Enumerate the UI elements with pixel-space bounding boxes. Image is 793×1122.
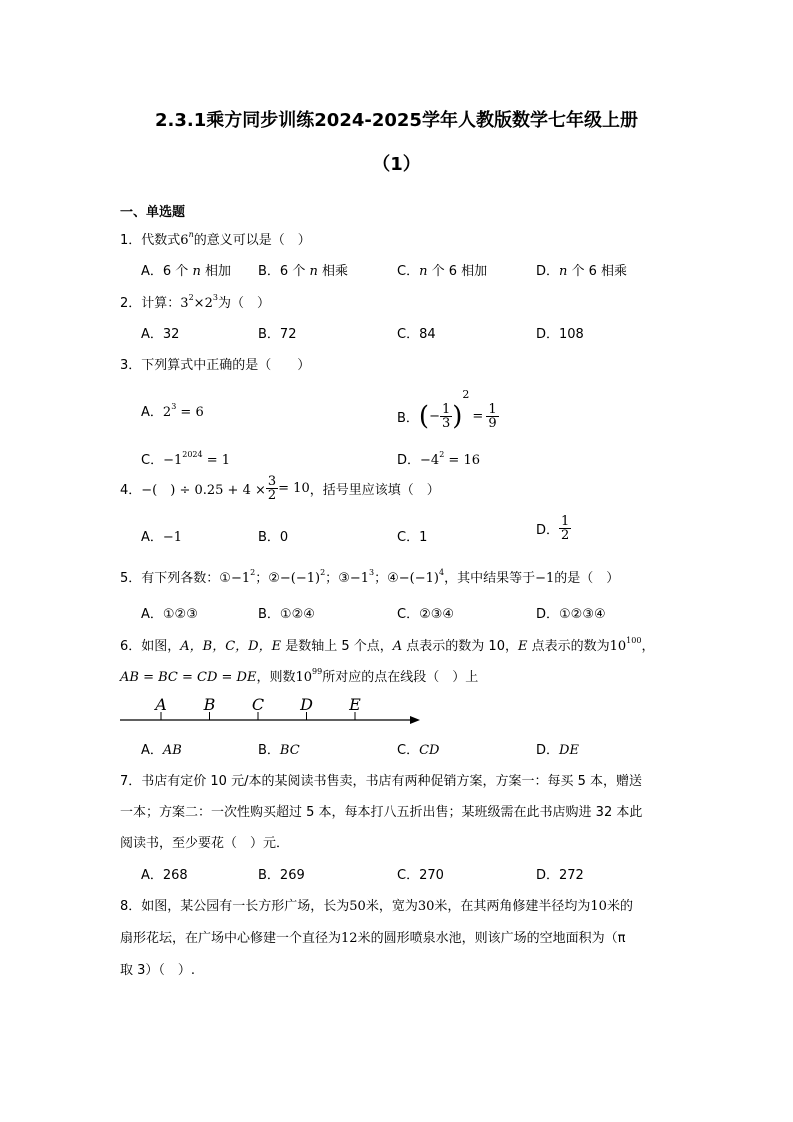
- q2-option-a[interactable]: A．32: [141, 327, 180, 342]
- question-3: 3．下列算式中正确的是（ ）: [120, 358, 311, 373]
- question-6-line-1: 6．如图，A，B，C，D，E 是数轴上 5 个点，A 点表示的数为 10，E 点表示的数为$10^{100}$，: [120, 636, 655, 654]
- question-6-line-2: AB = BC = CD = DE，则数$10^{99}$所对应的点在线段（ ）上: [120, 667, 479, 685]
- q1-option-b[interactable]: B．6 个 n 相乘: [258, 264, 348, 279]
- number-line-label-d: D: [300, 695, 313, 714]
- q4-option-c[interactable]: C．1: [397, 530, 428, 545]
- question-7-line-3: 阅读书，至少要花（ ）元．: [120, 836, 290, 851]
- page-title: 2.3.1乘方同步训练2024-2025学年人教版数学七年级上册: [155, 110, 638, 131]
- q2-option-b[interactable]: B．72: [258, 327, 297, 342]
- question-8-line-2: 扇形花坛，在广场中心修建一个直径为12米的圆形喷泉水池，则该广场的空地面积为（π: [120, 931, 626, 946]
- q1-prefix: 1．代数式: [120, 233, 181, 248]
- q7-option-b[interactable]: B．269: [258, 868, 305, 883]
- question-8-line-1: 8．如图，某公园有一长方形广场，长为50米，宽为30米，在其两角修建半径均为10米的: [120, 899, 633, 914]
- q1-option-a[interactable]: A．6 个 n 相加: [141, 264, 231, 279]
- q3-option-a[interactable]: A．$2^3 = 6$: [141, 402, 204, 420]
- q2-option-d[interactable]: D．108: [536, 327, 584, 342]
- q1-option-c[interactable]: C．n 个 6 相加: [397, 264, 488, 279]
- q6-option-b[interactable]: B．BC: [258, 743, 300, 758]
- q2-option-c[interactable]: C．84: [397, 327, 436, 342]
- q1-suffix: 的意义可以是（ ）: [193, 233, 311, 248]
- question-7-line-1: 7．书店有定价 10 元/本的某阅读书售卖，书店有两种促销方案，方案一：每买 5 本，赠送: [120, 774, 642, 789]
- question-1: [120, 229, 311, 248]
- page-subtitle: （1）: [372, 154, 421, 175]
- q6-option-d[interactable]: D．DE: [536, 743, 579, 758]
- number-line-label-a: A: [155, 695, 167, 714]
- q3-option-c[interactable]: C．$-1^{2024} = 1$: [141, 450, 231, 468]
- question-7-line-2: 一本；方案二：一次性购买超过 5 本，每本打八五折出售；某班级需在此书店购进 32 本此: [120, 805, 643, 820]
- q1-option-d[interactable]: D．n 个 6 相乘: [536, 264, 628, 279]
- q5-option-d[interactable]: D．①②③④: [536, 607, 606, 622]
- q4-option-b[interactable]: B．0: [258, 530, 289, 545]
- question-2: 2．计算：$3^2\times 2^3$为（ ）: [120, 293, 270, 311]
- q5-option-a[interactable]: A．①②③: [141, 607, 198, 622]
- q4-option-d[interactable]: D． $\frac{1}{2}$: [536, 514, 570, 543]
- q1-exponent: n: [188, 230, 194, 239]
- q7-option-a[interactable]: A．268: [141, 868, 188, 883]
- q5-option-c[interactable]: C．②③④: [397, 607, 455, 622]
- q7-option-d[interactable]: D．272: [536, 868, 584, 883]
- q5-option-b[interactable]: B．①②④: [258, 607, 315, 622]
- number-line-arrow: [410, 716, 420, 724]
- q6-option-c[interactable]: C．CD: [397, 743, 440, 758]
- section-heading: 一、单选题: [120, 205, 186, 220]
- number-line-figure: [118, 692, 428, 728]
- question-5: 5．有下列各数：$①-1^2$；$②-(-1)^2$；$③-1^3$；$④-(-1)^4$，其中结果等于−1的是（ ）: [120, 568, 620, 586]
- number-line-label-b: B: [203, 695, 216, 714]
- q1-base: 6: [180, 233, 189, 248]
- number-line-points: [153, 695, 361, 720]
- q7-option-c[interactable]: C．270: [397, 868, 444, 883]
- q3-option-d[interactable]: D．$-4^2 = 16$: [397, 450, 480, 468]
- question-4: 4．−( ) ÷ 0.25 + 4 × $\frac{3}{2}$ = 10，括号里应该填（ ）: [120, 474, 440, 503]
- number-line-label-c: C: [251, 695, 265, 714]
- q3-option-b[interactable]: B．(− $\frac{1}{3}$ )$^2$= $\frac{1}{9}$: [397, 388, 497, 432]
- question-8-line-3: 取 3）（ ）.: [120, 963, 196, 978]
- q4-option-a[interactable]: A．−1: [141, 530, 183, 545]
- q6-option-a[interactable]: A．AB: [141, 743, 182, 758]
- number-line-label-e: E: [349, 695, 361, 714]
